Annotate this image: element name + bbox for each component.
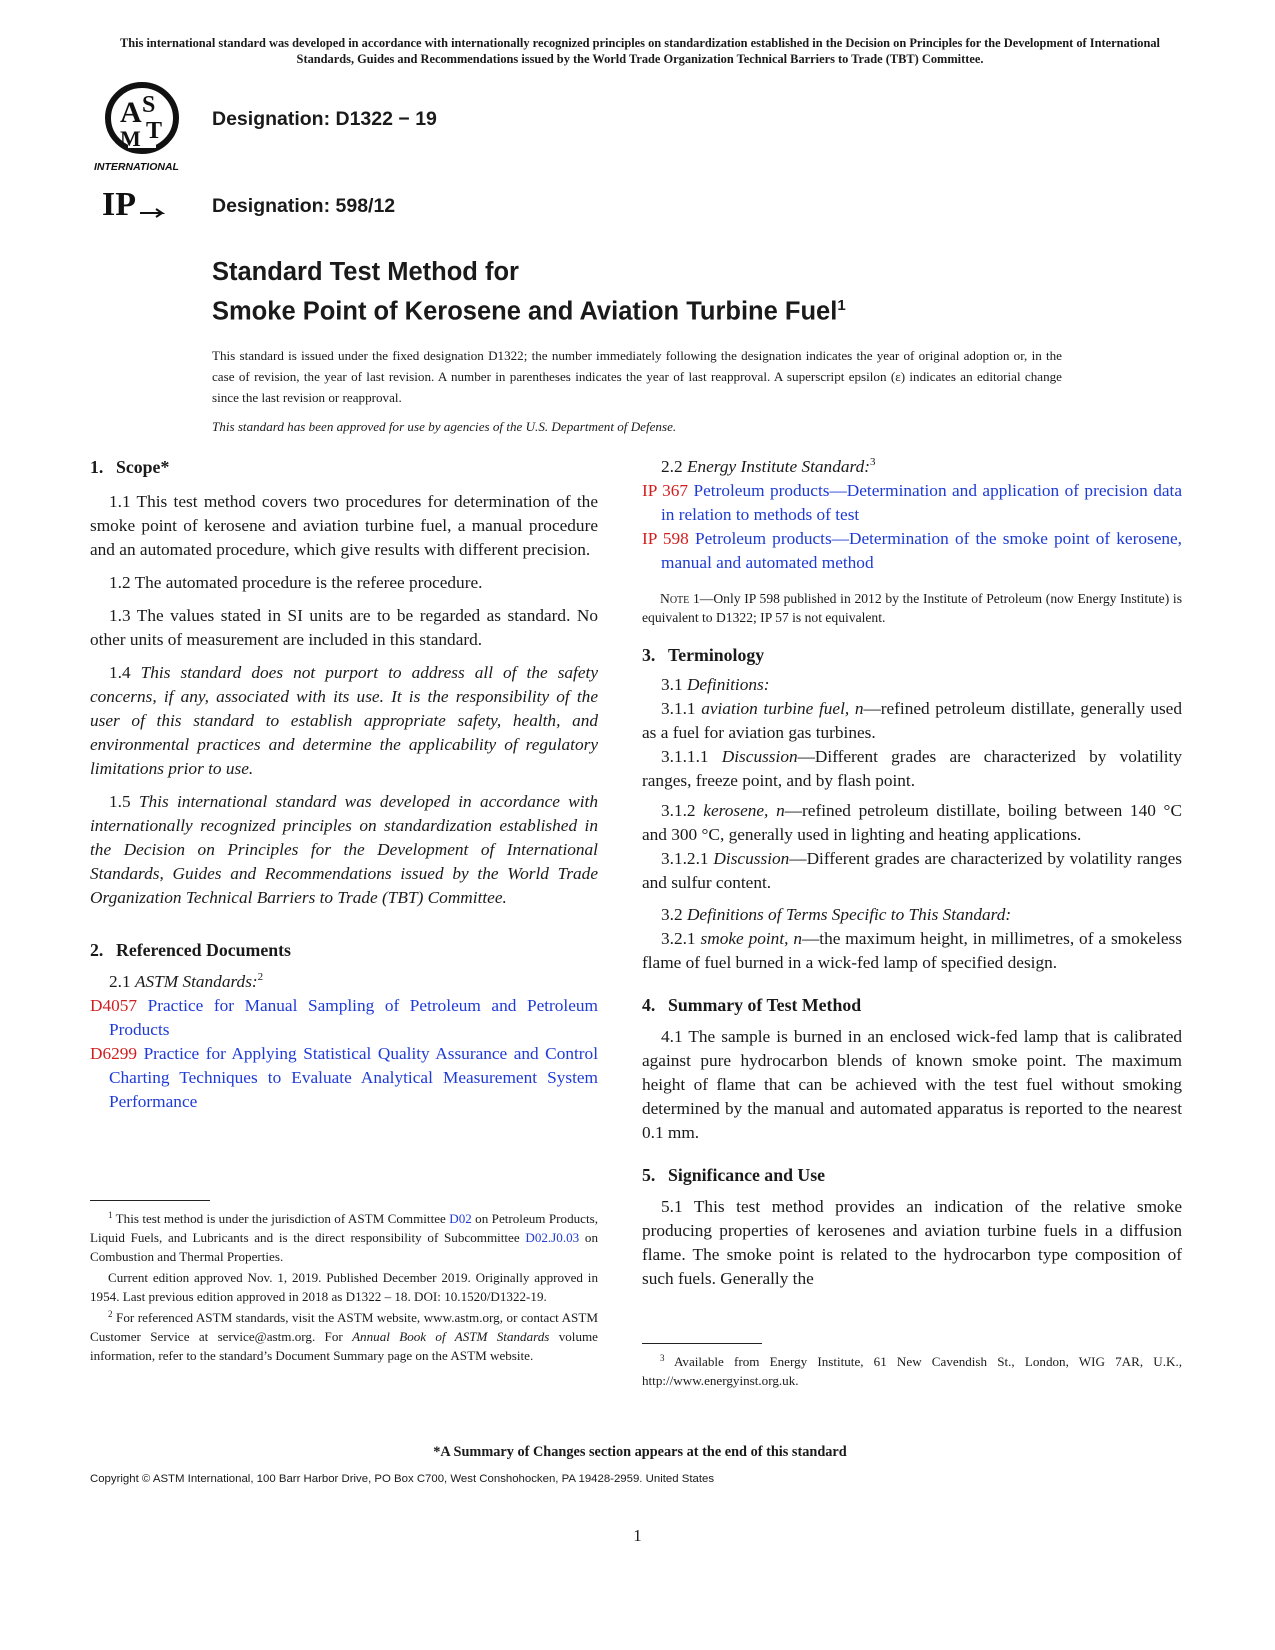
ip-logo <box>100 183 170 225</box>
svg-text:A: A <box>120 96 142 129</box>
page-number: 1 <box>633 1526 642 1545</box>
reference-ip-598[interactable]: IP 598 Petroleum products—Determination of the smoke point of kerosene, manual and automated method <box>642 529 1183 572</box>
left-column <box>90 455 598 1114</box>
footnote-3: $^3$ Available from Energy Institute, 61 New Cavendish St., London, WIG 7AR, U.K., http://www.energyinst.org.uk. <box>642 1353 1182 1388</box>
note-1: Note 1—Only IP 598 published in 2012 by the Institute of Petroleum (now Energy Institute) is equivalent to D1322; IP 57 is not equivalent. <box>642 591 1182 625</box>
def-3-1: 3.1 Definitions: <box>661 675 770 694</box>
scope-1-1: 1.1 This test method covers two procedures for determination of the smoke point of kerosene and aviation turbine fuel, a manual procedure and an automated procedure, which give results with different precision. <box>90 492 598 559</box>
def-3-1-1: 3.1.1 aviation turbine fuel, n—refined petroleum distillate, generally used as a fuel for aviation gas turbines. <box>642 699 1182 742</box>
footnote-2: $^2$ For referenced ASTM standards, visit the ASTM website, www.astm.org, or contact ASTM Customer Service at service@astm.org. For Annual Book of ASTM Standards volume information, refer to the standard’s Document Summary page on the ASTM website. <box>90 1309 598 1363</box>
def-3-2: 3.2 Definitions of Terms Specific to This Standard: <box>661 905 1012 924</box>
title-footnote-ref[interactable]: 1 <box>837 297 846 314</box>
def-3-2-1: 3.2.1 smoke point, n—the maximum height, in millimetres, of a smokeless flame of fuel burned in a wick-fed lamp of specified design. <box>642 929 1182 972</box>
ip-logo-text: IP <box>102 186 136 223</box>
section-heading-summary: 4. Summary of Test Method <box>642 995 862 1015</box>
designation-ip: Designation: 598/12 <box>212 195 396 217</box>
scope-1-4: 1.4 This standard does not purport to address all of the safety concerns, if any, associated with its use. It is the responsibility of the user of this standard to establish appropriate safety, health, and environmental practices and determine the applicability of regulatory limitations prior to use. <box>90 663 599 778</box>
def-3-1-2: 3.1.2 kerosene, n—refined petroleum distillate, boiling between 140 °C and 300 °C, generally used in lighting and heating applications. <box>642 801 1182 844</box>
section-heading-scope: 1. Scope* <box>90 457 170 477</box>
section-heading-referenced-documents: 2. Referenced Documents <box>90 940 291 960</box>
footnotes-left <box>90 1210 598 1367</box>
summary-4-1: 4.1 The sample is burned in an enclosed wick-fed lamp that is calibrated against pure hydrocarbon blends of known smoke point. The maximum height of flame that can be achieved with the test fuel without smoking determined by the manual and automated apparatus is reported to the nearest 0.1 mm. <box>642 1027 1182 1142</box>
summary-of-changes-note: *A Summary of Changes section appears at the end of this standard <box>433 1444 847 1460</box>
energy-institute-label: 2.2 Energy Institute Standard:$^3$ <box>661 456 876 476</box>
reference-d6299[interactable]: D6299 Practice for Applying Statistical Quality Assurance and Control Charting Techniques to Evaluate Analytical Measurement System Performance <box>90 1044 598 1111</box>
svg-text:M: M <box>120 126 141 151</box>
svg-text:S: S <box>142 92 156 118</box>
astm-logo-icon <box>90 82 194 176</box>
copyright: Copyright © ASTM International, 100 Barr Harbor Drive, PO Box C700, West Conshohocken, PA 19428-2959. United States <box>90 1473 715 1485</box>
section-heading-terminology: 3. Terminology <box>642 645 765 665</box>
designation-astm: Designation: D1322 − 19 <box>212 108 437 130</box>
issuance-intro: This standard is issued under the fixed designation D1322; the number immediately following the designation indicates the year of original adoption or, in the case of revision, the year of last revision. A number in parentheses indicates the year of last reapproval. A superscript epsilon (ε) indicates an editorial change since the last revision or reapproval. <box>212 348 1062 405</box>
footnote-1: $^1$ This test method is under the jurisdiction of ASTM Committee D02 on Petroleum Products, Liquid Fuels, and Lubricants and is the direct responsibility of Subcommittee D02.J0.03 on Combustion and Thermal Properties. <box>90 1210 598 1264</box>
reference-ip-367[interactable]: IP 367 Petroleum products—Determination and application of precision data in relation to methods of test <box>642 481 1182 524</box>
significance-5-1: 5.1 This test method provides an indication of the relative smoke producing properties of kerosenes and aviation turbine fuels in a diffusion flame. The smoke point is related to the hydrocarbon type composition of such fuels. Generally the <box>642 1197 1182 1288</box>
document-title <box>212 256 1112 329</box>
astm-logo <box>90 82 194 176</box>
def-3-1-1-1: 3.1.1.1 Discussion—Different grades are characterized by volatility ranges, freeze point, and by flash point. <box>642 747 1182 790</box>
title-line-2-text: Smoke Point of Kerosene and Aviation Turbine Fuel <box>212 297 838 326</box>
footnote-rule-right <box>642 1343 762 1344</box>
dod-approval-note: This standard has been approved for use by agencies of the U.S. Department of Defense. <box>212 419 677 434</box>
committee-d02-link[interactable]: D02 <box>449 1211 472 1226</box>
ip-logo-icon <box>100 183 170 225</box>
subcommittee-link[interactable]: D02.J0.03 <box>525 1230 580 1245</box>
section-heading-significance: 5. Significance and Use <box>642 1165 826 1185</box>
top-notice: This international standard was developed in accordance with internationally recognized principles on standardization established in the Decision on Principles for the Development of International Standards, Guides and Recommendations issued by the World Trade Organization Technical Barriers to Trade (TBT) Committee. <box>119 36 1161 66</box>
scope-1-2: 1.2 The automated procedure is the referee procedure. <box>109 573 483 592</box>
footnotes-right <box>642 1355 1182 1392</box>
title-line-1: Standard Test Method for <box>212 258 519 286</box>
scope-1-3: 1.3 The values stated in SI units are to be regarded as standard. No other units of measurement are included in this standard. <box>90 606 598 649</box>
reference-d4057[interactable]: D4057 Practice for Manual Sampling of Petroleum and Petroleum Products <box>90 996 598 1039</box>
scope-1-5: 1.5 This international standard was developed in accordance with internationally recognized principles on standardization established in the Decision on Principles for the Development of International Standards, Guides and Recommendations issued by the World Trade Organization Technical Barriers to Trade (TBT) Committee. <box>90 792 598 907</box>
astm-standards-label: 2.1 ASTM Standards:$^2$ <box>109 971 264 991</box>
svg-text:T: T <box>146 118 163 144</box>
footnote-rule <box>90 1200 210 1201</box>
title-line-2 <box>212 289 1112 329</box>
astm-logo-text: INTERNATIONAL <box>94 161 179 173</box>
footnote-1-current-edition: Current edition approved Nov. 1, 2019. Published December 2019. Originally approved in 1954. Last previous edition approved in 2018 as D1322 – 18. DOI: 10.1520/D1322-19. <box>90 1270 598 1304</box>
right-column <box>642 455 1182 1300</box>
def-3-1-2-1: 3.1.2.1 Discussion—Different grades are characterized by volatility ranges and sulfur content. <box>642 849 1182 892</box>
